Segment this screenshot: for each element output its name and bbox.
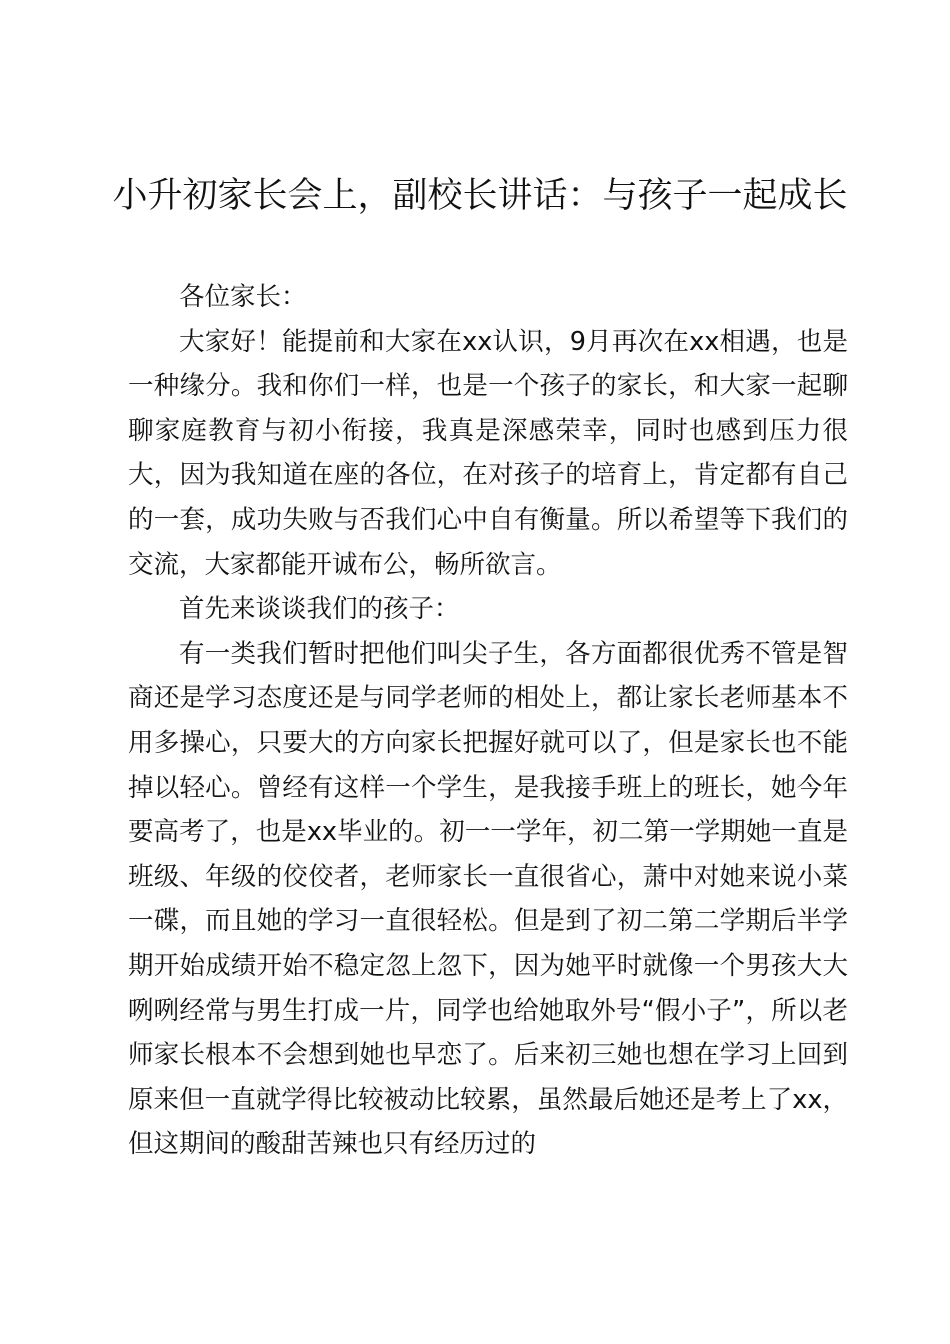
document-body [128, 275, 848, 1167]
salutation-paragraph: 各位家长： [179, 282, 307, 312]
story-paragraph: 有一类我们暂时把他们叫尖子生，各方面都很优秀不管是智商还是学习态度还是与同学老师的相处上，都让家长老师基本不用多操心，只要大的方向家长把握好就可以了，但是家长也不能掉以轻心。曾经有这样一个学生，是我接手班上的班长，她今年要高考了，也是xx毕业的。初一一学年，初二第一学期她一直是班级、年级的佼佼者，老师家长一直很省心，萧中对她来说小菜一碟，而且她的学习一直很轻松。但是到了初二第二学期后半学期开始成绩开始不稳定忽上忽下，因为她平时就像一个男孩大大咧咧经常与男生打成一片，同学也给她取外号“假小子”，所以老师家长根本不会想到她也早恋了。后来初三她也想在学习上回到原来但一直就学得比较被动比较累，虽然最后她还是考上了xx，但这期间的酸甜苦辣也只有经历过的 [128, 638, 848, 1160]
document-title: 小升初家长会上，副校长讲话：与孩子一起成长 [112, 176, 848, 216]
section-intro-paragraph: 首先来谈谈我们的孩子： [179, 594, 460, 625]
greeting-paragraph: 大家好！能提前和大家在xx认识，9月再次在xx相遇，也是一种缘分。我和你们一样，也是一个孩子的家长，和大家一起聊聊家庭教育与初小衔接，我真是深感荣幸，同时也感到压力很大，因为我知道在座的各位，在对孩子的培育上，肯定都有自己的一套，成功失败与否我们心中自有衡量。所以希望等下我们的交流，大家都能开诚布公，畅所欲言。 [128, 326, 848, 580]
